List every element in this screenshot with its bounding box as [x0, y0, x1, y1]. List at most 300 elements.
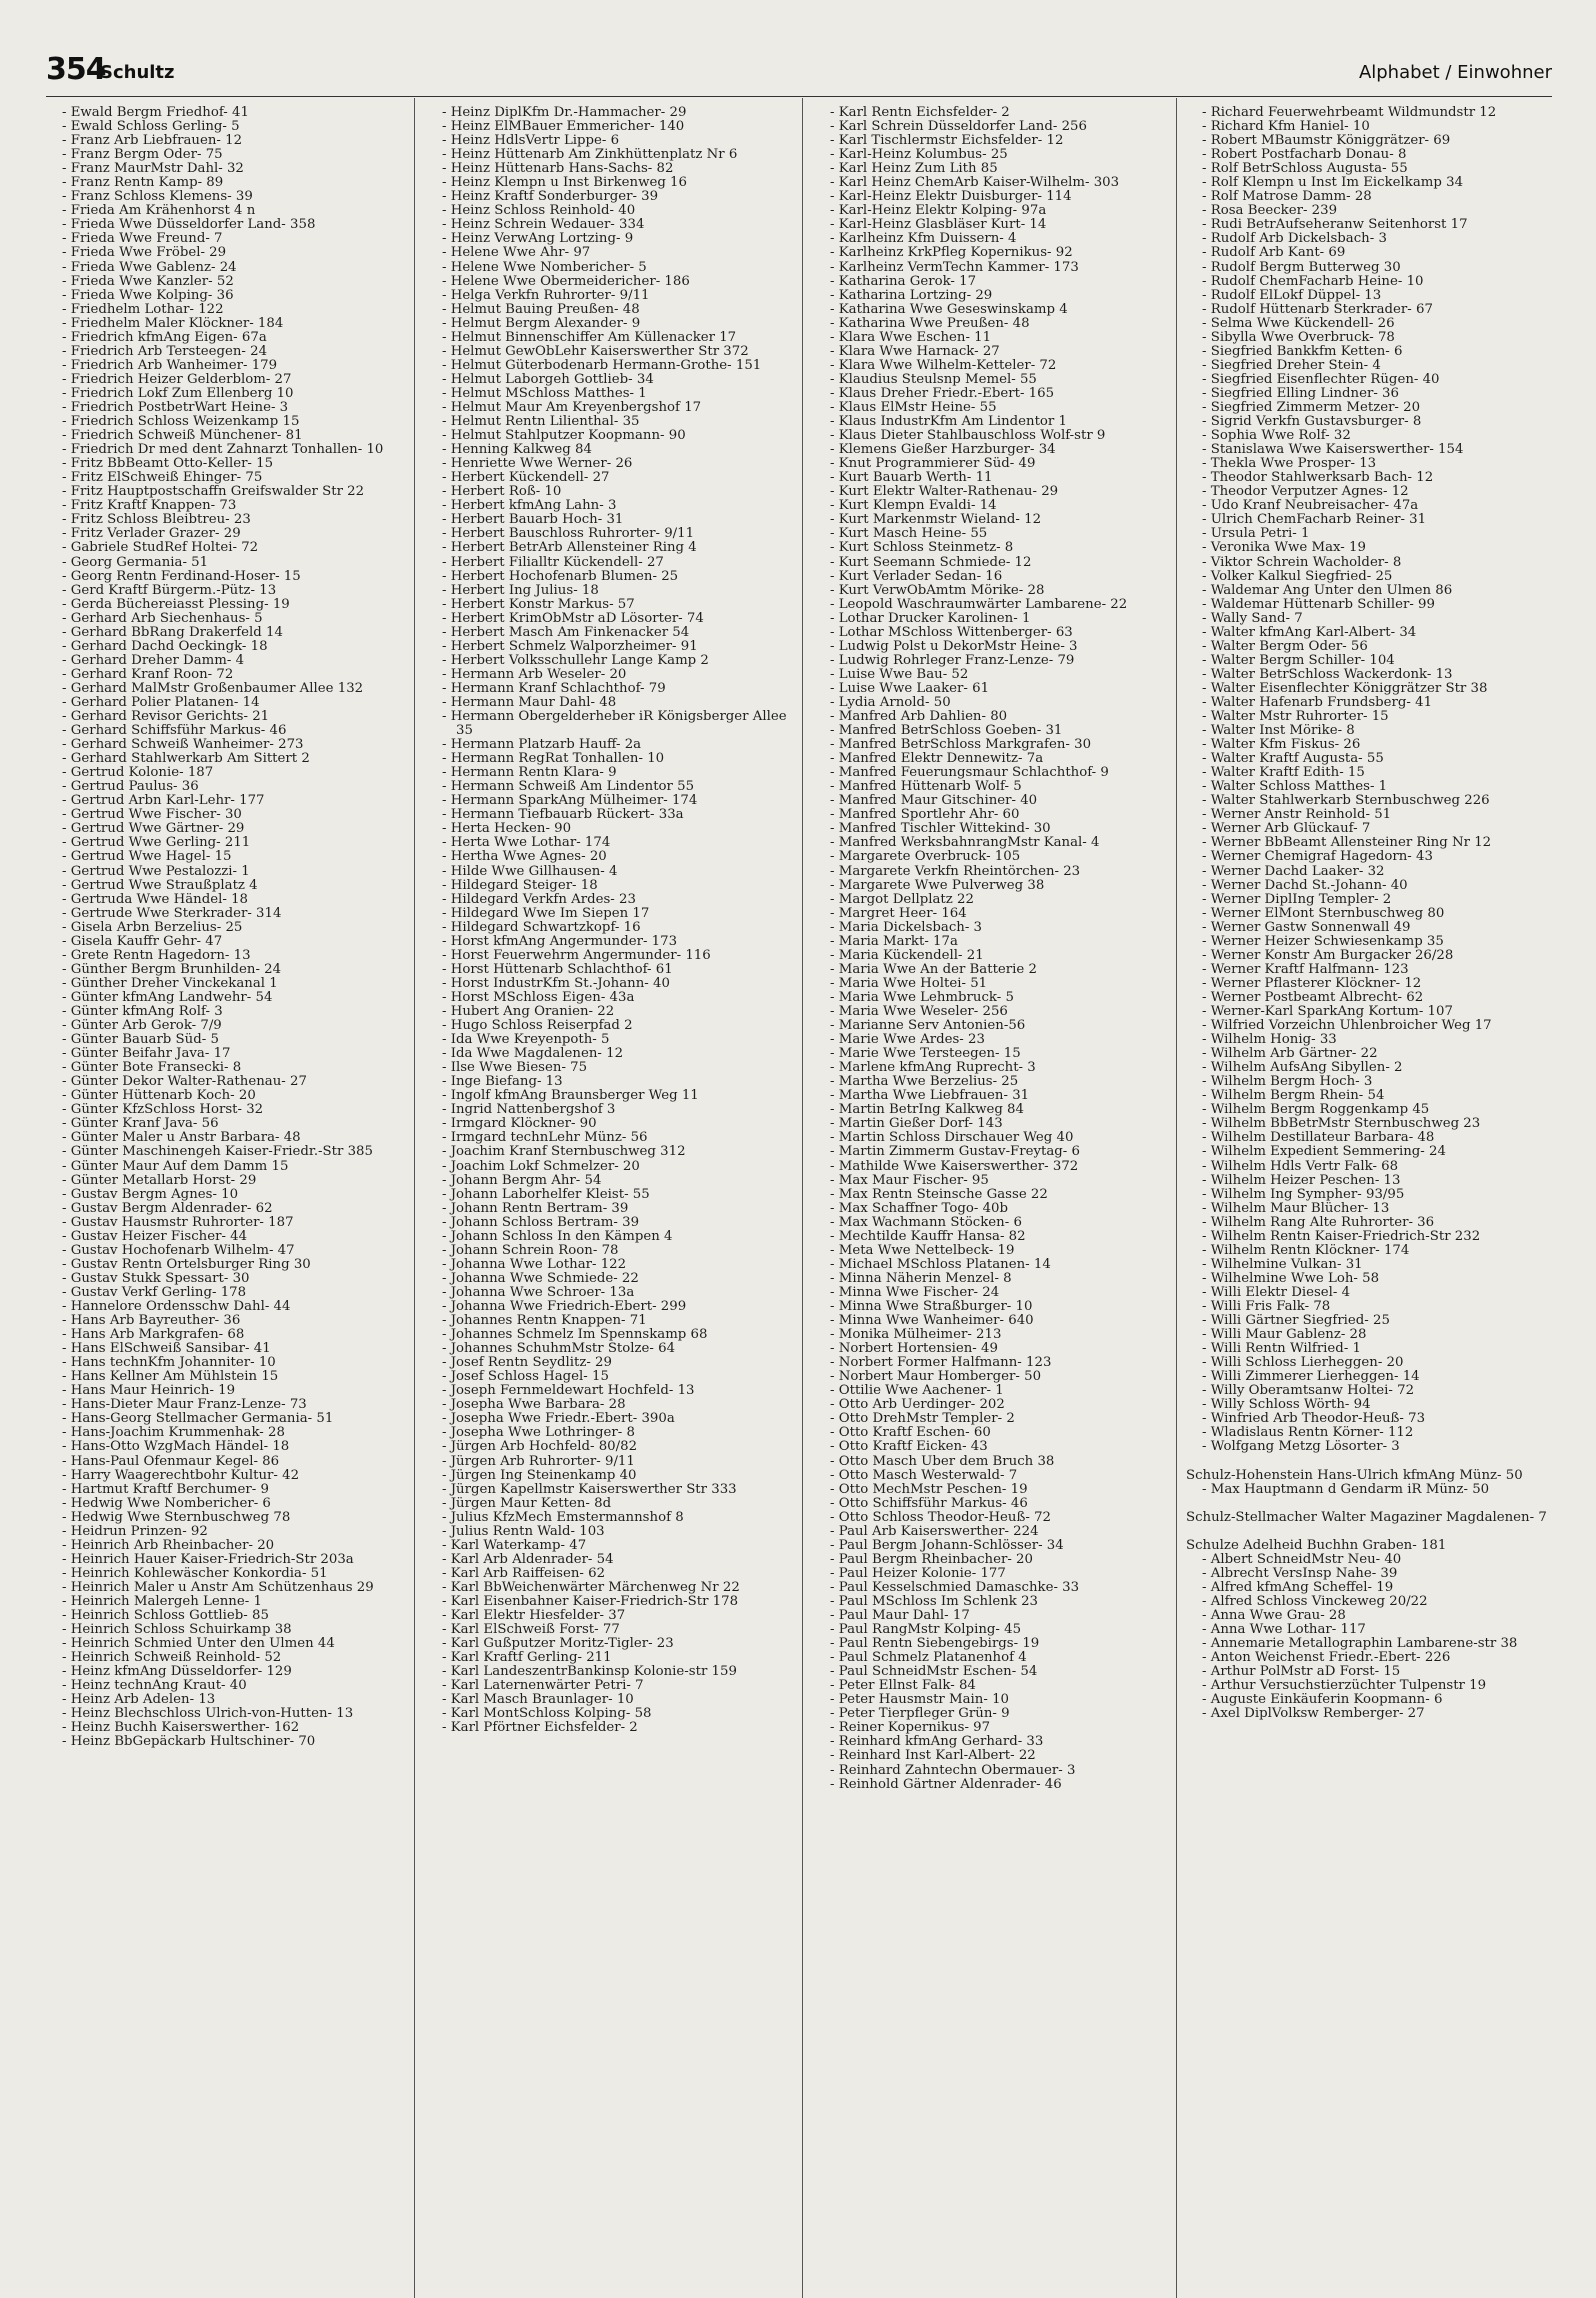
- directory-entry: - Rudolf Arb Dickelsbach- 3: [1202, 232, 1387, 247]
- directory-entry: - Katharina Wwe Geseswinskamp 4: [830, 302, 1068, 317]
- directory-entry: - Günter Bote Fransecki- 8: [62, 1061, 242, 1076]
- directory-entry: - Hedwig Wwe Nombericher- 6: [62, 1496, 271, 1511]
- directory-entry: - Franz Bergm Oder- 75: [62, 148, 223, 163]
- directory-entry: - Hans ElSchweiß Sansibar- 41: [62, 1342, 271, 1357]
- directory-entry: - Johanna Wwe Lothar- 122: [442, 1257, 627, 1272]
- directory-entry: - Gustav Verkf Gerling- 178: [62, 1285, 247, 1300]
- directory-entry: - Helene Wwe Obermeidericher- 186: [442, 274, 690, 289]
- directory-entry: - Selma Wwe Kückendell- 26: [1202, 316, 1395, 331]
- directory-entry: - Kurt Elektr Walter-Rathenau- 29: [830, 485, 1059, 500]
- directory-entry: - Otto DrehMstr Templer- 2: [830, 1412, 1015, 1427]
- directory-entry: - Rosa Beecker- 239: [1202, 204, 1338, 219]
- directory-entry: - Werner BbBeamt Allensteiner Ring Nr 12: [1202, 836, 1492, 851]
- directory-entry: - Volker Kalkul Siegfried- 25: [1202, 569, 1393, 584]
- directory-entry: - Hildegard Wwe Im Siepen 17: [442, 906, 650, 921]
- directory-entry: - Sophia Wwe Rolf- 32: [1202, 429, 1351, 444]
- directory-entry: - Günter Metallarb Horst- 29: [62, 1173, 257, 1188]
- directory-entry: - Arthur Versuchstierzüchter Tulpenstr 19: [1202, 1679, 1487, 1694]
- directory-entry: - Gerhard Schweiß Wanheimer- 273: [62, 738, 304, 753]
- directory-entry: - Günter KfzSchloss Horst- 32: [62, 1103, 264, 1118]
- directory-entry: - Mathilde Wwe Kaiserswerther- 372: [830, 1159, 1079, 1174]
- directory-entry: - Herta Wwe Lothar- 174: [442, 836, 611, 851]
- directory-entry: - Udo Kranf Neubreisacher- 47a: [1202, 499, 1419, 514]
- directory-entry: - Helmut Bauing Preußen- 48: [442, 302, 640, 317]
- directory-entry: - Helmut MSchloss Matthes- 1: [442, 386, 647, 401]
- directory-entry: - Wilhelm Rentn Klöckner- 174: [1202, 1243, 1410, 1258]
- directory-entry: - Martin Schloss Dirschauer Weg 40: [830, 1131, 1074, 1146]
- directory-entry: - Ewald Bergm Friedhof- 41: [62, 106, 249, 120]
- directory-column-1: [46, 106, 412, 1749]
- directory-entry: - Johann Schrein Roon- 78: [442, 1243, 619, 1258]
- directory-entry: - Friedrich Arb Wanheimer- 179: [62, 358, 278, 373]
- directory-entry: - Herbert KrimObMstr aD Lösorter- 74: [442, 611, 704, 626]
- directory-entry: - Gertrud Wwe Straußplatz 4: [62, 878, 258, 893]
- directory-entry: - Wilhelm Rentn Kaiser-Friedrich-Str 232: [1202, 1229, 1481, 1244]
- directory-entry: - Franz Arb Liebfrauen- 12: [62, 134, 243, 149]
- directory-entry: - Robert Postfacharb Donau- 8: [1202, 148, 1407, 163]
- directory-entry: - Robert MBaumstr Königgrätzer- 69: [1202, 134, 1451, 149]
- directory-entry: - Franz Schloss Klemens- 39: [62, 190, 253, 205]
- directory-entry: - Wilhelm Destillateur Barbara- 48: [1202, 1131, 1435, 1146]
- directory-entry: - Gerhard Kranf Roon- 72: [62, 667, 234, 682]
- directory-entry: - Frieda Wwe Kolping- 36: [62, 288, 234, 303]
- directory-entry: - Johanna Wwe Friedrich-Ebert- 299: [442, 1299, 687, 1314]
- directory-entry: - Reinhard Inst Karl-Albert- 22: [830, 1749, 1036, 1764]
- directory-entry: - Wilhelm Expedient Semmering- 24: [1202, 1145, 1446, 1160]
- directory-entry: - Karl-Heinz Elektr Duisburger- 114: [830, 190, 1072, 205]
- directory-entry: - Heinrich Malergeh Lenne- 1: [62, 1594, 262, 1609]
- directory-entry: - Heinz Buchh Kaiserswerther- 162: [62, 1721, 300, 1736]
- directory-entry: - Heinrich Hauer Kaiser-Friedrich-Str 203a: [62, 1552, 354, 1567]
- directory-entry: - Fritz Hauptpostschaffn Greifswalder Str 22: [62, 485, 365, 500]
- directory-entry: - Werner Dachd St.-Johann- 40: [1202, 878, 1408, 893]
- directory-entry: - Katharina Gerok- 17: [830, 274, 977, 289]
- directory-entry: - Günter kfmAng Landwehr- 54: [62, 990, 273, 1005]
- directory-entry: - Johannes Schmelz Im Spennskamp 68: [442, 1328, 708, 1343]
- directory-entry: - Winfried Arb Theodor-Heuß- 73: [1202, 1412, 1426, 1427]
- directory-entry: - Wally Sand- 7: [1202, 611, 1303, 626]
- directory-entry: - Gerhard MalMstr Großenbaumer Allee 132: [62, 681, 364, 696]
- directory-entry: - Gerd Kraftf Bürgerm.-Pütz- 13: [62, 583, 277, 598]
- directory-entry: - Paul Heizer Kolonie- 177: [830, 1566, 1006, 1581]
- directory-entry: - Herbert Bauarb Hoch- 31: [442, 513, 624, 528]
- directory-entry: - Gabriele StudRef Holtei- 72: [62, 541, 259, 556]
- directory-entry: - Walter Stahlwerkarb Sternbuschweg 226: [1202, 794, 1490, 809]
- directory-entry: - Horst Hüttenarb Schlachthof- 61: [442, 962, 673, 977]
- directory-entry: - Irmgard technLehr Münz- 56: [442, 1131, 648, 1146]
- directory-entry: - Margot Dellplatz 22: [830, 892, 974, 907]
- directory-entry: - Frieda Wwe Gablenz- 24: [62, 260, 237, 275]
- directory-entry: - Horst kfmAng Angermunder- 173: [442, 934, 678, 949]
- directory-entry: - Rolf Matrose Damm- 28: [1202, 190, 1372, 205]
- directory-entry: - Ingolf kfmAng Braunsberger Weg 11: [442, 1089, 699, 1104]
- directory-entry: - Lydia Arnold- 50: [830, 695, 951, 710]
- column-divider: [802, 98, 803, 2298]
- directory-entry: - Wolfgang Metzg Lösorter- 3: [1202, 1440, 1400, 1455]
- directory-entry: - Herbert Konstr Markus- 57: [442, 597, 635, 612]
- directory-entry: - Hildegard Steiger- 18: [442, 878, 598, 893]
- directory-entry: - Herbert Ing Julius- 18: [442, 583, 599, 598]
- directory-entry: - Rudolf Hüttenarb Sterkrader- 67: [1202, 302, 1433, 317]
- directory-entry: - Heinz Klempn u Inst Birkenweg 16: [442, 176, 687, 191]
- directory-entry: - Günter Kranf Java- 56: [62, 1117, 219, 1132]
- directory-entry: - Monika Mülheimer- 213: [830, 1328, 1002, 1343]
- directory-entry: - Otto Masch Westerwald- 7: [830, 1468, 1018, 1483]
- page-number: 354: [46, 52, 106, 87]
- directory-entry: - Willi Fris Falk- 78: [1202, 1299, 1331, 1314]
- directory-entry: - Hans Arb Bayreuther- 36: [62, 1314, 241, 1329]
- directory-entry: - Katharina Wwe Preußen- 48: [830, 316, 1030, 331]
- directory-entry: - Willi Elektr Diesel- 4: [1202, 1285, 1351, 1300]
- directory-entry: - Joseph Fernmeldewart Hochfeld- 13: [442, 1384, 695, 1399]
- directory-entry: - Joachim Lokf Schmelzer- 20: [442, 1159, 640, 1174]
- directory-entry: - Jürgen Maur Ketten- 8d: [442, 1496, 612, 1511]
- directory-entry: - Gustav Rentn Ortelsburger Ring 30: [62, 1257, 311, 1272]
- directory-entry: - Willi Rentn Wilfried- 1: [1202, 1342, 1361, 1357]
- directory-entry: - Ludwig Polst u DekorMstr Heine- 3: [830, 639, 1078, 654]
- directory-entry: - Gertrud Kolonie- 187: [62, 766, 214, 781]
- directory-entry: - Henning Kalkweg 84: [442, 443, 592, 458]
- directory-entry: - Werner Heizer Schwiesenkamp 35: [1202, 934, 1444, 949]
- directory-entry: - Otto Schiffsführ Markus- 46: [830, 1496, 1028, 1511]
- directory-entry: - Hildegard Schwartzkopf- 16: [442, 920, 641, 935]
- directory-entry: - Viktor Schrein Wacholder- 8: [1202, 555, 1402, 570]
- directory-entry: - Paul Rentn Siebengebirgs- 19: [830, 1637, 1040, 1652]
- directory-entry: - Helmut GewObLehr Kaiserswerther Str 372: [442, 344, 749, 359]
- directory-entry: - Manfred Elektr Dennewitz- 7a: [830, 752, 1044, 767]
- directory-entry: Schulze Adelheid Buchhn Graben- 181: [1186, 1538, 1447, 1553]
- directory-entry: - Friedrich Heizer Gelderblom- 27: [62, 372, 292, 387]
- directory-entry: - Kurt Schloss Steinmetz- 8: [830, 541, 1014, 556]
- directory-entry: - Werner DiplIng Templer- 2: [1202, 892, 1392, 907]
- directory-entry: - Manfred BetrSchloss Goeben- 31: [830, 724, 1063, 739]
- directory-entry: - Hubert Ang Oranien- 22: [442, 1005, 615, 1019]
- directory-entry: - Kurt Masch Heine- 55: [830, 527, 988, 542]
- directory-entry: - Willi Schloss Lierheggen- 20: [1202, 1356, 1404, 1371]
- directory-entry: - Herbert Kückendell- 27: [442, 471, 610, 486]
- directory-entry: - Josepha Wwe Lothringer- 8: [442, 1426, 635, 1441]
- directory-entry: - Ottilie Wwe Aachener- 1: [830, 1384, 1004, 1399]
- directory-entry: - Paul SchneidMstr Eschen- 54: [830, 1665, 1038, 1680]
- directory-entry: - Axel DiplVolksw Remberger- 27: [1202, 1707, 1425, 1722]
- directory-entry: - Margarete Verkfn Rheintörchen- 23: [830, 864, 1081, 879]
- directory-entry: - Gerhard Revisor Gerichts- 21: [62, 710, 270, 725]
- directory-entry: - Theodor Stahlwerksarb Bach- 12: [1202, 471, 1434, 486]
- directory-entry: - Irmgard Klöckner- 90: [442, 1117, 597, 1132]
- directory-entry: - Minna Wwe Wanheimer- 640: [830, 1314, 1034, 1329]
- directory-entry: - Reinhard kfmAng Gerhard- 33: [830, 1735, 1044, 1750]
- directory-entry: - Walter Kraftf Augusta- 55: [1202, 752, 1384, 767]
- directory-entry: - Frieda Wwe Düsseldorfer Land- 358: [62, 218, 316, 233]
- directory-entry: - Rudolf ElLokf Düppel- 13: [1202, 288, 1382, 303]
- directory-entry: - Josepha Wwe Barbara- 28: [442, 1398, 626, 1413]
- directory-entry: - Karl-Heinz Kolumbus- 25: [830, 148, 1008, 163]
- directory-entry: - Gerhard Dachd Oeckingk- 18: [62, 639, 268, 654]
- column-divider: [414, 98, 415, 2298]
- directory-entry: - Fritz Verlader Grazer- 29: [62, 527, 241, 542]
- directory-entry: - Karl Tischlermstr Eichsfelder- 12: [830, 134, 1064, 149]
- directory-entry: - Werner ElMont Sternbuschweg 80: [1202, 906, 1445, 921]
- section-title: Alphabet / Einwohner: [1358, 62, 1552, 83]
- directory-entry: - Hans-Otto WzgMach Händel- 18: [62, 1440, 290, 1455]
- directory-entry: - Heinz VerwAng Lortzing- 9: [442, 232, 634, 247]
- directory-entry: - Norbert Maur Homberger- 50: [830, 1370, 1042, 1385]
- directory-entry: - Helene Wwe Ahr- 97: [442, 246, 591, 261]
- directory-entry: - Otto Kraftf Eschen- 60: [830, 1426, 991, 1441]
- directory-entry: - Heinrich Maler u Anstr Am Schützenhaus 29: [62, 1580, 374, 1595]
- directory-entry: - Manfred Arb Dahlien- 80: [830, 710, 1008, 725]
- directory-entry: - Willy Schloss Wörth- 94: [1202, 1398, 1371, 1413]
- directory-entry: - Wilhelm Bergm Hoch- 3: [1202, 1075, 1373, 1090]
- directory-entry: - Otto MechMstr Peschen- 19: [830, 1482, 1028, 1497]
- directory-entry: - Wilhelm Bergm Roggenkamp 45: [1202, 1103, 1430, 1118]
- directory-entry: - Siegfried Zimmerm Metzer- 20: [1202, 400, 1421, 415]
- directory-entry: - Martha Wwe Liebfrauen- 31: [830, 1089, 1030, 1104]
- directory-entry: - Albrecht VersInsp Nahe- 39: [1202, 1566, 1398, 1581]
- directory-entry: - Günter kfmAng Rolf- 3: [62, 1005, 223, 1019]
- directory-entry: - Manfred Sportlehr Ahr- 60: [830, 808, 1020, 823]
- directory-entry: - Siegfried Eisenflechter Rügen- 40: [1202, 372, 1440, 387]
- directory-entry: - Albert SchneidMstr Neu- 40: [1202, 1552, 1402, 1567]
- directory-entry: - Frieda Am Krähenhorst 4 n: [62, 204, 256, 219]
- directory-entry: - Klaus Dieter Stahlbauschloss Wolf-str 9: [830, 429, 1106, 444]
- directory-entry: - Hilde Wwe Gillhausen- 4: [442, 864, 618, 879]
- directory-entry: - Karl Gußputzer Moritz-Tigler- 23: [442, 1637, 674, 1652]
- directory-entry: - Kurt Seemann Schmiede- 12: [830, 555, 1032, 570]
- directory-entry: - Helmut Rentn Lilienthal- 35: [442, 415, 640, 430]
- directory-entry: - Wilhelm Heizer Peschen- 13: [1202, 1173, 1401, 1188]
- directory-entry: - Rudolf Arb Kant- 69: [1202, 246, 1346, 261]
- directory-entry: - Josepha Wwe Friedr.-Ebert- 390a: [442, 1412, 675, 1427]
- directory-entry: - Helga Verkfn Ruhrorter- 9/11: [442, 288, 650, 303]
- directory-entry: - Fritz ElSchweiß Ehinger- 75: [62, 471, 263, 486]
- directory-entry: - Norbert Former Halfmann- 123: [830, 1356, 1052, 1371]
- directory-entry: - Friedrich kfmAng Eigen- 67a: [62, 330, 267, 345]
- directory-entry: - Arthur PolMstr aD Forst- 15: [1202, 1665, 1401, 1680]
- directory-entry: - Ludwig Rohrleger Franz-Lenze- 79: [830, 653, 1075, 668]
- directory-entry: - Hannelore Ordensschw Dahl- 44: [62, 1299, 291, 1314]
- directory-entry: - Werner Arb Glückauf- 7: [1202, 822, 1371, 837]
- directory-entry: - Rudolf ChemFacharb Heine- 10: [1202, 274, 1424, 289]
- directory-entry: - Günter Maler u Anstr Barbara- 48: [62, 1131, 301, 1146]
- directory-entry: - Werner Kraftf Halfmann- 123: [1202, 962, 1409, 977]
- directory-entry: - Klara Wwe Wilhelm-Ketteler- 72: [830, 358, 1057, 373]
- directory-entry: - Herbert BetrArb Allensteiner Ring 4: [442, 541, 697, 556]
- directory-entry: - Richard Kfm Haniel- 10: [1202, 120, 1370, 135]
- directory-entry: - Helmut Bergm Alexander- 9: [442, 316, 641, 331]
- directory-entry: - Ulrich ChemFacharb Reiner- 31: [1202, 513, 1427, 528]
- directory-entry: - Max Maur Fischer- 95: [830, 1173, 989, 1188]
- directory-entry: - Knut Programmierer Süd- 49: [830, 457, 1036, 472]
- directory-entry: - Rudolf Bergm Butterweg 30: [1202, 260, 1401, 275]
- directory-entry: - Manfred Feuerungsmaur Schlachthof- 9: [830, 766, 1109, 781]
- directory-entry: - Johann Bergm Ahr- 54: [442, 1173, 602, 1188]
- directory-entry: - Paul Bergm Rheinbacher- 20: [830, 1552, 1033, 1567]
- directory-entry: - Heinrich Schmied Unter den Ulmen 44: [62, 1637, 335, 1652]
- directory-entry: - Josef Rentn Seydlitz- 29: [442, 1356, 612, 1371]
- directory-entry: - Rolf BetrSchloss Augusta- 55: [1202, 162, 1408, 177]
- directory-entry: - Karl Pförtner Eichsfelder- 2: [442, 1721, 638, 1736]
- directory-entry: - Karl Masch Braunlager- 10: [442, 1693, 634, 1708]
- directory-entry: - Herbert kfmAng Lahn- 3: [442, 499, 617, 514]
- directory-entry: - Karl Heinz ChemArb Kaiser-Wilhelm- 303: [830, 176, 1120, 191]
- directory-entry: - Klemens Gießer Harzburger- 34: [830, 443, 1056, 458]
- directory-entry: - Otto Kraftf Eicken- 43: [830, 1440, 988, 1455]
- directory-entry: - Gerhard Arb Siechenhaus- 5: [62, 611, 263, 626]
- directory-entry: - Waldemar Ang Unter den Ulmen 86: [1202, 583, 1453, 598]
- directory-entry: - Klaus ElMstr Heine- 55: [830, 400, 997, 415]
- directory-entry: - Maria Wwe An der Batterie 2: [830, 962, 1037, 977]
- directory-entry: - Walter Kraftf Edith- 15: [1202, 766, 1365, 781]
- directory-entry: - Otto Schloss Theodor-Heuß- 72: [830, 1510, 1052, 1525]
- directory-entry: - Friedrich PostbetrWart Heine- 3: [62, 400, 289, 415]
- directory-entry: - Karl Arb Raiffeisen- 62: [442, 1566, 606, 1581]
- directory-entry: - Horst IndustrKfm St.-Johann- 40: [442, 976, 670, 991]
- directory-entry: - Gertrud Wwe Gerling- 211: [62, 836, 251, 851]
- directory-entry: - Helmut Stahlputzer Koopmann- 90: [442, 429, 686, 444]
- directory-entry: - Gerhard Stahlwerkarb Am Sittert 2: [62, 752, 310, 767]
- directory-entry: - Hermann Arb Weseler- 20: [442, 667, 627, 682]
- directory-entry: - Maria Wwe Holtei- 51: [830, 976, 988, 991]
- directory-entry: - Walter Hafenarb Frundsberg- 41: [1202, 695, 1433, 710]
- directory-entry: - Werner Dachd Laaker- 32: [1202, 864, 1385, 879]
- directory-entry: - Walter Bergm Oder- 56: [1202, 639, 1368, 654]
- directory-entry: - Werner Pflasterer Klöckner- 12: [1202, 976, 1422, 991]
- directory-entry: - Klara Wwe Eschen- 11: [830, 330, 992, 345]
- directory-entry: - Johannes SchuhmMstr Stolze- 64: [442, 1342, 676, 1357]
- directory-entry: - Herbert Masch Am Finkenacker 54: [442, 625, 690, 640]
- directory-entry: - Werner Postbeamt Albrecht- 62: [1202, 990, 1424, 1005]
- directory-entry: - Johannes Rentn Knappen- 71: [442, 1314, 647, 1329]
- directory-entry: - Karlheinz KrkPfleg Kopernikus- 92: [830, 246, 1073, 261]
- directory-entry: - Jürgen Arb Hochfeld- 80/82: [442, 1440, 638, 1455]
- directory-entry: - Mechtilde Kauffr Hansa- 82: [830, 1229, 1026, 1244]
- directory-entry: - Kurt Verlader Sedan- 16: [830, 569, 1003, 584]
- directory-entry: - Reinhold Gärtner Aldenrader- 46: [830, 1777, 1062, 1792]
- directory-entry: - Gustav Bergm Agnes- 10: [62, 1187, 239, 1202]
- directory-entry: - Manfred Tischler Wittekind- 30: [830, 822, 1051, 837]
- directory-entry: - Günter Maur Auf dem Damm 15: [62, 1159, 289, 1174]
- directory-entry: - Alfred kfmAng Scheffel- 19: [1202, 1580, 1394, 1595]
- directory-entry: - Anton Weichenst Friedr.-Ebert- 226: [1202, 1651, 1451, 1666]
- directory-entry: - Kurt Klempn Evaldi- 14: [830, 499, 997, 514]
- directory-entry: - Herta Hecken- 90: [442, 822, 572, 837]
- directory-entry: - Hans technKfm Johanniter- 10: [62, 1356, 276, 1371]
- directory-entry: - Veronika Wwe Max- 19: [1202, 541, 1366, 556]
- directory-entry: - Paul Kesselschmied Damaschke- 33: [830, 1580, 1080, 1595]
- directory-entry: - Günter Arb Gerok- 7/9: [62, 1019, 222, 1034]
- directory-entry: - Wilhelm Honig- 33: [1202, 1033, 1337, 1048]
- directory-entry: - Hermann Platzarb Hauff- 2a: [442, 738, 642, 753]
- directory-entry: - Reinhard Zahntechn Obermauer- 3: [830, 1763, 1076, 1778]
- directory-entry: - Julius Rentn Wald- 103: [442, 1524, 605, 1539]
- directory-entry: - Kurt Markenmstr Wieland- 12: [830, 513, 1042, 528]
- directory-entry: - Günter Beifahr Java- 17: [62, 1047, 231, 1062]
- directory-entry: - Hartmut Kraftf Berchumer- 9: [62, 1482, 269, 1497]
- directory-entry: - Theodor Verputzer Agnes- 12: [1202, 485, 1409, 500]
- directory-entry: - Peter Hausmstr Main- 10: [830, 1693, 1010, 1708]
- directory-entry: - Gertrud Wwe Hagel- 15: [62, 850, 232, 865]
- directory-entry: - Johann Schloss In den Kämpen 4: [442, 1229, 673, 1244]
- directory-entry: - Anna Wwe Grau- 28: [1202, 1608, 1346, 1623]
- directory-entry: - Walter Eisenflechter Königgrätzer Str 38: [1202, 681, 1488, 696]
- directory-entry: - Georg Rentn Ferdinand-Hoser- 15: [62, 569, 301, 584]
- directory-entry: - Hermann Rentn Klara- 9: [442, 766, 617, 781]
- directory-entry: - Lothar Drucker Karolinen- 1: [830, 611, 1031, 626]
- directory-entry: - Norbert Hortensien- 49: [830, 1342, 998, 1357]
- directory-entry: - Margret Heer- 164: [830, 906, 967, 921]
- directory-entry: - Hermann Maur Dahl- 48: [442, 695, 617, 710]
- directory-entry: - Minna Näherin Menzel- 8: [830, 1271, 1012, 1286]
- directory-entry: - Maria Wwe Lehmbruck- 5: [830, 990, 1014, 1005]
- directory-entry: - Meta Wwe Nettelbeck- 19: [830, 1243, 1015, 1258]
- directory-entry: - Martin Zimmerm Gustav-Freytag- 6: [830, 1145, 1080, 1160]
- directory-entry: - Johann Schloss Bertram- 39: [442, 1215, 640, 1230]
- directory-entry: - Wilfried Vorzeichn Uhlenbroicher Weg 17: [1202, 1019, 1492, 1034]
- directory-entry: - Horst Feuerwehrm Angermunder- 116: [442, 948, 711, 963]
- directory-entry: - Willi Gärtner Siegfried- 25: [1202, 1314, 1390, 1329]
- directory-entry: - Willi Maur Gablenz- 28: [1202, 1328, 1367, 1343]
- directory-entry: - Helmut Binnenschiffer Am Küllenacker 17: [442, 330, 737, 345]
- directory-entry: - Günther Dreher Vinckekanal 1: [62, 976, 278, 991]
- directory-entry: - Günter Maschinengeh Kaiser-Friedr.-Str 385: [62, 1145, 373, 1160]
- directory-entry: - Gertruda Wwe Händel- 18: [62, 892, 249, 907]
- directory-entry: - Maria Dickelsbach- 3: [830, 920, 983, 935]
- directory-entry: - Günter Dekor Walter-Rathenau- 27: [62, 1075, 307, 1090]
- directory-entry: - Paul MSchloss Im Schlenk 23: [830, 1594, 1039, 1609]
- directory-entry: - Karl Heinz Zum Lith 85: [830, 162, 998, 177]
- directory-entry: - Siegfried Elling Lindner- 36: [1202, 386, 1399, 401]
- directory-column-4: [1186, 106, 1552, 1721]
- directory-entry: - Gustav Bergm Aldenrader- 62: [62, 1201, 273, 1216]
- directory-entry: - Manfred Maur Gitschiner- 40: [830, 794, 1038, 809]
- directory-entry: - Heinz Schloss Reinhold- 40: [442, 204, 636, 219]
- directory-entry: - Ewald Schloss Gerling- 5: [62, 120, 240, 135]
- directory-entry: - Karl Elektr Hiesfelder- 37: [442, 1609, 626, 1624]
- directory-entry: - Martha Wwe Berzelius- 25: [830, 1075, 1019, 1090]
- directory-entry: - Heinz Blechschloss Ulrich-von-Hutten- 13: [62, 1707, 354, 1722]
- directory-entry: - Siegfried Bankkfm Ketten- 6: [1202, 344, 1403, 359]
- directory-entry: - Heinz DiplKfm Dr.-Hammacher- 29: [442, 106, 687, 120]
- directory-entry: - Walter BetrSchloss Wackerdonk- 13: [1202, 667, 1453, 682]
- directory-entry: - Klaus Dreher Friedr.-Ebert- 165: [830, 386, 1055, 401]
- directory-entry: - Werner Anstr Reinhold- 51: [1202, 808, 1392, 823]
- directory-entry: - Annemarie Metallographin Lambarene-str 38: [1202, 1636, 1518, 1651]
- directory-entry: - Wladislaus Rentn Körner- 112: [1202, 1426, 1414, 1441]
- directory-entry: - Wilhelm Arb Gärtner- 22: [1202, 1047, 1378, 1062]
- directory-column-3: [814, 106, 1180, 1792]
- directory-entry: - Henriette Wwe Werner- 26: [442, 457, 633, 472]
- directory-entry: - Gertrud Wwe Pestalozzi- 1: [62, 864, 250, 879]
- directory-entry: - Heinz HdlsVertr Lippe- 6: [442, 134, 620, 149]
- directory-entry: - Helmut Laborgeh Gottlieb- 34: [442, 372, 654, 387]
- directory-entry: - Wilhelm Hdls Vertr Falk- 68: [1202, 1159, 1399, 1174]
- directory-entry: - Hans-Georg Stellmacher Germania- 51: [62, 1412, 334, 1427]
- directory-entry: - Marianne Serv Antonien-56: [830, 1019, 1026, 1034]
- header-rule: [46, 96, 1552, 97]
- directory-entry: - Frieda Wwe Freund- 7: [62, 232, 223, 247]
- directory-entry: - Frieda Wwe Fröbel- 29: [62, 246, 227, 261]
- directory-entry: - Heinz Kraftf Sonderburger- 39: [442, 190, 659, 205]
- directory-entry: - Manfred WerksbahnrangMstr Kanal- 4: [830, 836, 1100, 851]
- directory-entry: - Karlheinz Kfm Duissern- 4: [830, 232, 1017, 247]
- directory-entry: - Herbert Hochofenarb Blumen- 25: [442, 569, 679, 584]
- directory-entry: - Lothar MSchloss Wittenberger- 63: [830, 625, 1073, 640]
- directory-entry: - Hermann Tiefbauarb Rückert- 33a: [442, 808, 684, 823]
- directory-entry: - Frieda Wwe Kanzler- 52: [62, 274, 234, 289]
- directory-entry: - Herbert Schmelz Walporzheimer- 91: [442, 639, 698, 654]
- directory-entry: - Grete Rentn Hagedorn- 13: [62, 948, 251, 963]
